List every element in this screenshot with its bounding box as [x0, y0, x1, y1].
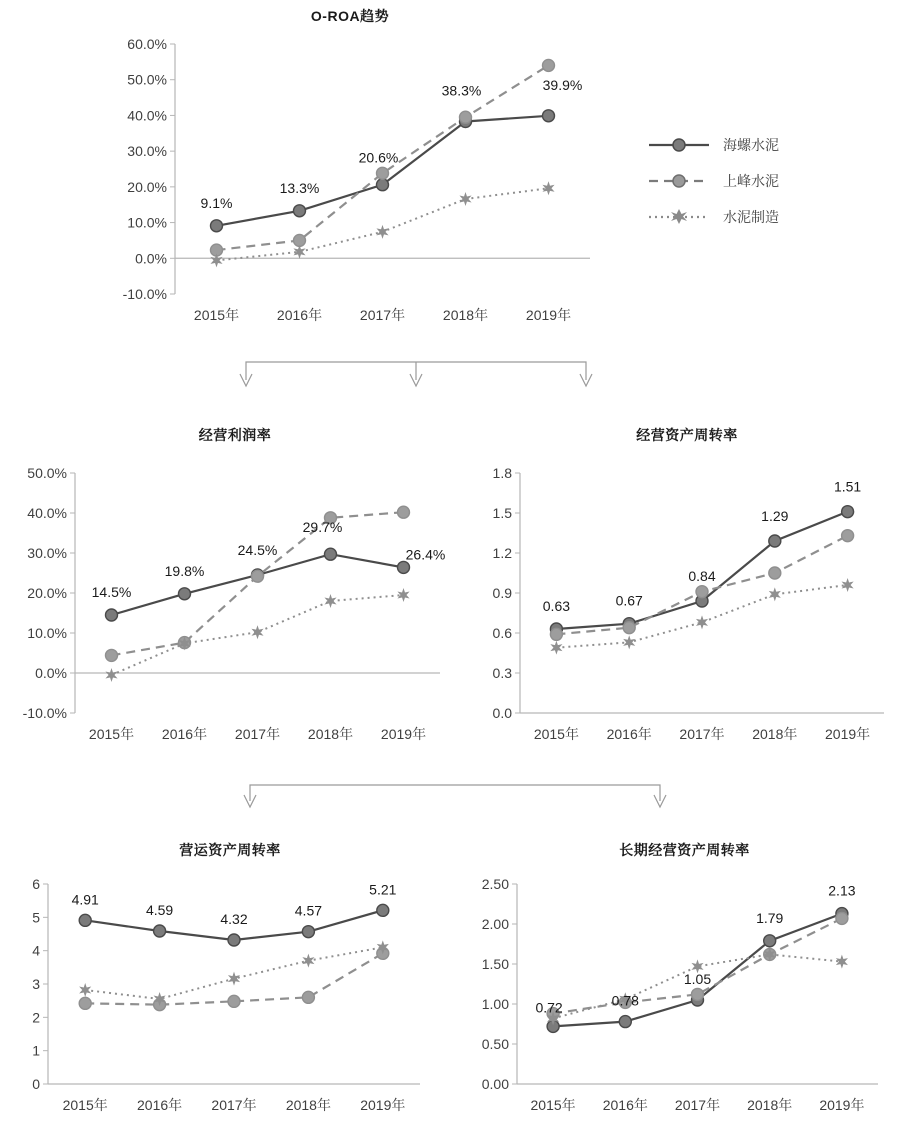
y-tick-label: 0.3: [492, 665, 512, 681]
y-tick-label: 10.0%: [27, 625, 67, 641]
y-tick-label: 50.0%: [27, 465, 67, 481]
data-point: [550, 641, 562, 655]
data-label: 38.3%: [441, 82, 482, 99]
y-tick-label: 2: [32, 1009, 40, 1026]
data-label: 5.21: [369, 881, 397, 898]
x-tick-label: 2018年: [752, 726, 798, 742]
data-label: 0.72: [535, 999, 563, 1016]
data-label: 19.8%: [164, 562, 205, 579]
data-label: 1.29: [761, 508, 789, 524]
x-tick-label: 2015年: [88, 726, 135, 742]
data-point: [302, 926, 314, 938]
data-point: [294, 205, 306, 217]
data-point: [842, 506, 854, 518]
data-point: [210, 253, 222, 267]
y-tick-label: 0.50: [481, 1036, 509, 1052]
y-tick-label: 1.50: [481, 956, 509, 972]
data-label: 0.84: [688, 568, 716, 584]
chart-title-o-roa: O-ROA趋势: [310, 8, 390, 24]
data-point: [106, 609, 118, 621]
data-point: [769, 567, 781, 579]
data-point: [696, 615, 708, 629]
x-tick-label: 2016年: [161, 726, 208, 742]
data-point: [228, 995, 240, 1007]
x-tick-label: 2019年: [380, 726, 427, 742]
y-tick-label: 1.8: [492, 465, 512, 481]
y-tick-label: 4: [32, 942, 40, 959]
x-tick-label: 2017年: [234, 726, 281, 742]
y-tick-label: 2.00: [481, 916, 509, 932]
x-tick-label: 2015年: [533, 726, 579, 742]
legend-o-roa: [645, 130, 905, 240]
y-tick-label: 1: [32, 1042, 40, 1059]
x-tick-label: 2016年: [602, 1097, 648, 1113]
data-label: 2.13: [828, 882, 856, 899]
y-tick-label: 1.5: [492, 505, 512, 521]
data-point: [543, 110, 555, 122]
data-label: 0.78: [611, 992, 639, 1009]
x-tick-label: 2019年: [825, 726, 871, 742]
y-tick-label: 20.0%: [127, 178, 167, 195]
data-point: [106, 649, 118, 661]
legend-label-1: 上峰水泥: [723, 173, 779, 189]
y-tick-label: -10.0%: [22, 705, 67, 721]
x-tick-label: 2017年: [679, 726, 725, 742]
legend-label-0: 海螺水泥: [723, 137, 779, 153]
data-point: [228, 972, 240, 986]
y-tick-label: 40.0%: [27, 505, 67, 521]
y-tick-label: 40.0%: [127, 107, 167, 124]
chart-op-asset-turnover: [460, 425, 914, 775]
legend-item-2: [649, 209, 779, 225]
chart-title-op-asset-turnover: 经营资产周转率: [636, 427, 738, 443]
data-point: [325, 548, 337, 560]
y-tick-label: 50.0%: [127, 71, 167, 88]
data-label: 4.59: [145, 902, 174, 918]
y-tick-label: 0.0%: [35, 665, 67, 681]
x-tick-label: 2015年: [193, 307, 240, 323]
chart-canvas-o-roa: [0, 26, 700, 356]
chart-canvas-op-asset-turnover: [460, 445, 914, 775]
data-label: 14.5%: [91, 584, 132, 600]
x-tick-label: 2018年: [285, 1097, 331, 1113]
data-point: [398, 561, 410, 573]
chart-title-longterm-asset-turnover: 长期经营资产周转率: [619, 842, 750, 858]
y-tick-label: 20.0%: [27, 585, 67, 601]
chart-canvas-working-asset-turnover: [0, 860, 460, 1140]
x-tick-label: 2016年: [137, 1097, 183, 1113]
chart-title-working-asset-turnover: 营运资产周转率: [179, 842, 281, 858]
data-point: [398, 506, 410, 518]
data-label: 1.51: [833, 478, 862, 495]
legend-label-2: 水泥制造: [723, 209, 779, 225]
y-tick-label: 2.50: [481, 876, 509, 892]
data-point: [105, 668, 117, 682]
y-tick-label: 5: [32, 909, 40, 926]
data-point: [543, 59, 555, 71]
x-tick-label: 2017年: [359, 307, 406, 323]
data-label: 29.7%: [302, 519, 343, 536]
series-line: [112, 554, 404, 615]
y-tick-label: 1.00: [481, 996, 509, 1012]
legend-item-1: [649, 173, 779, 189]
x-tick-label: 2015年: [530, 1097, 576, 1113]
x-tick-label: 2015年: [62, 1097, 108, 1113]
x-tick-label: 2019年: [360, 1097, 406, 1113]
x-tick-label: 2016年: [606, 726, 652, 742]
data-point: [623, 635, 635, 649]
data-point: [211, 220, 223, 232]
chart-working-asset-turnover: [0, 840, 460, 1140]
chart-o-roa: [0, 6, 700, 356]
data-point: [79, 914, 91, 926]
x-tick-label: 2018年: [442, 307, 489, 323]
data-point: [79, 997, 91, 1009]
data-point: [769, 587, 781, 601]
y-tick-label: 3: [32, 976, 40, 992]
x-tick-label: 2017年: [211, 1097, 257, 1113]
x-tick-label: 2018年: [307, 726, 354, 742]
x-tick-label: 2019年: [525, 307, 572, 323]
data-point: [324, 594, 336, 608]
series-line: [217, 188, 549, 260]
data-point: [154, 925, 166, 937]
data-point: [79, 983, 91, 997]
y-tick-label: 6: [32, 876, 40, 892]
y-tick-label: 1.2: [492, 545, 512, 561]
data-point: [294, 234, 306, 246]
data-label: 26.4%: [405, 546, 446, 563]
data-point: [377, 167, 389, 179]
chart-canvas-op-margin: [0, 445, 470, 775]
data-label: 0.63: [542, 598, 571, 614]
data-point: [376, 225, 388, 239]
data-label: 1.79: [756, 909, 784, 926]
data-point: [696, 586, 708, 598]
y-tick-label: 30.0%: [27, 545, 67, 561]
data-point: [459, 192, 471, 206]
data-point: [377, 904, 389, 916]
y-tick-label: 10.0%: [127, 214, 167, 231]
data-point: [619, 1016, 631, 1028]
y-tick-label: 60.0%: [127, 36, 167, 52]
data-point: [460, 111, 472, 123]
chart-canvas-longterm-asset-turnover: [455, 860, 914, 1140]
data-label: 4.91: [71, 891, 99, 908]
data-point: [769, 535, 781, 547]
y-tick-label: 0.0: [492, 705, 512, 721]
data-point: [836, 912, 848, 924]
data-label: 13.3%: [279, 179, 320, 196]
data-label: 1.05: [683, 971, 712, 987]
legend-item-0: [649, 137, 779, 153]
data-point: [764, 935, 776, 947]
data-point: [179, 588, 191, 600]
data-point: [302, 954, 314, 968]
data-label: 0.67: [615, 592, 643, 609]
chart-longterm-asset-turnover: [455, 840, 914, 1140]
data-point: [550, 628, 562, 640]
data-label: 9.1%: [200, 194, 233, 211]
data-point: [623, 622, 635, 634]
y-tick-label: 0.9: [492, 585, 512, 601]
data-label: 24.5%: [237, 542, 278, 558]
data-point: [252, 570, 264, 582]
y-tick-label: 0.6: [492, 625, 512, 641]
data-label: 4.57: [294, 902, 323, 919]
data-point: [228, 934, 240, 946]
data-label: 20.6%: [358, 149, 399, 166]
data-point: [842, 530, 854, 542]
connector-bottom: [220, 775, 690, 841]
data-point: [377, 179, 389, 191]
x-tick-label: 2016年: [276, 307, 323, 323]
chart-op-margin: [0, 425, 470, 775]
data-label: 39.9%: [542, 76, 583, 93]
data-label: 4.32: [220, 911, 248, 927]
y-tick-label: -10.0%: [122, 286, 167, 302]
x-tick-label: 2019年: [819, 1097, 865, 1113]
data-point: [302, 991, 314, 1003]
x-tick-label: 2018年: [747, 1097, 793, 1113]
data-point: [692, 988, 704, 1000]
data-point: [251, 625, 263, 639]
connector-top: [200, 352, 660, 424]
x-tick-label: 2017年: [674, 1097, 721, 1113]
y-tick-label: 0: [32, 1076, 40, 1092]
y-tick-label: 0.0%: [135, 250, 167, 267]
y-tick-label: 0.00: [481, 1076, 509, 1092]
y-tick-label: 30.0%: [127, 143, 167, 160]
chart-title-op-margin: 经营利润率: [198, 427, 272, 443]
